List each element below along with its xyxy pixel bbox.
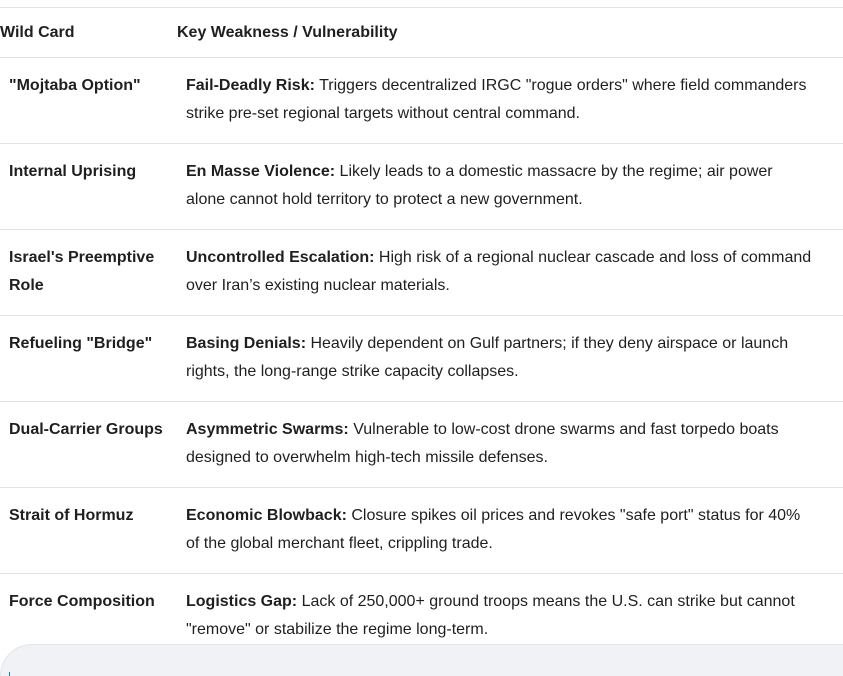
- table-row: [0, 401, 843, 487]
- weakness-label: Basing Denials:: [186, 334, 307, 352]
- wild-card-cell: [0, 57, 177, 143]
- weakness-description: [177, 72, 843, 128]
- wild-card-name: "Mojtaba Option": [9, 76, 141, 94]
- wild-card-cell: [0, 229, 177, 315]
- text-cursor: [9, 672, 10, 676]
- wild-card-cell: [0, 401, 177, 487]
- weakness-description: [177, 158, 843, 214]
- weakness-description: [177, 416, 843, 472]
- wild-card-name: Israel's Preemptive Role: [9, 248, 155, 294]
- weakness-text: Lack of 250,000+ ground troops means the U.S. can strike but cannot "remove" or stabilize the regime long-term.: [186, 592, 795, 638]
- weakness-cell: [177, 57, 843, 143]
- wild-card-name: Dual-Carrier Groups: [9, 420, 163, 438]
- table-row: [0, 315, 843, 401]
- table-row: [0, 487, 843, 573]
- weakness-cell: [177, 487, 843, 573]
- wild-card-cell: [0, 487, 177, 573]
- weakness-text: Heavily dependent on Gulf partners; if they deny airspace or launch rights, the long-range strike capacity collapses.: [186, 334, 789, 380]
- wild-card-cell: [0, 315, 177, 401]
- weakness-label: En Masse Violence:: [186, 162, 336, 180]
- chat-input-area[interactable]: [0, 644, 843, 676]
- weakness-description: [177, 330, 843, 386]
- wild-card-name: Strait of Hormuz: [9, 506, 134, 524]
- weakness-description: [177, 502, 843, 558]
- table-row: [0, 57, 843, 143]
- table-header-row: [0, 8, 843, 57]
- weakness-label: Uncontrolled Escalation:: [186, 248, 375, 266]
- weakness-label: Economic Blowback:: [186, 506, 347, 524]
- weakness-text: Likely leads to a domestic massacre by the regime; air power alone cannot hold territory to protect a new government.: [186, 162, 773, 208]
- weakness-cell: [177, 315, 843, 401]
- weakness-text: High risk of a regional nuclear cascade and loss of command over Iran’s existing nuclear materials.: [186, 248, 812, 294]
- weakness-label: Asymmetric Swarms:: [186, 420, 349, 438]
- weakness-cell: [177, 143, 843, 229]
- table-row: [0, 143, 843, 229]
- weakness-cell: [177, 401, 843, 487]
- wild-card-name: Force Composition: [9, 592, 155, 610]
- wild-card-name: Refueling "Bridge": [9, 334, 153, 352]
- weakness-description: [177, 244, 843, 300]
- weakness-text: Vulnerable to low-cost drone swarms and fast torpedo boats designed to overwhelm high-tech missile defenses.: [186, 420, 779, 466]
- weakness-description: [177, 588, 843, 644]
- weakness-label: Fail-Deadly Risk:: [186, 76, 315, 94]
- weakness-text: Triggers decentralized IRGC "rogue orders" where field commanders strike pre-set regional targets without central command.: [186, 76, 807, 122]
- wild-card-cell: [0, 143, 177, 229]
- table-row: [0, 229, 843, 315]
- wild-card-table: [0, 8, 843, 659]
- weakness-text: Closure spikes oil prices and revokes "safe port" status for 40% of the global merchant fleet, crippling trade.: [186, 506, 801, 552]
- column-header-weakness: Key Weakness / Vulnerability: [177, 24, 398, 41]
- column-header-wild-card: Wild Card: [0, 24, 75, 41]
- weakness-label: Logistics Gap:: [186, 592, 298, 610]
- wild-card-name: Internal Uprising: [9, 162, 137, 180]
- weakness-cell: [177, 229, 843, 315]
